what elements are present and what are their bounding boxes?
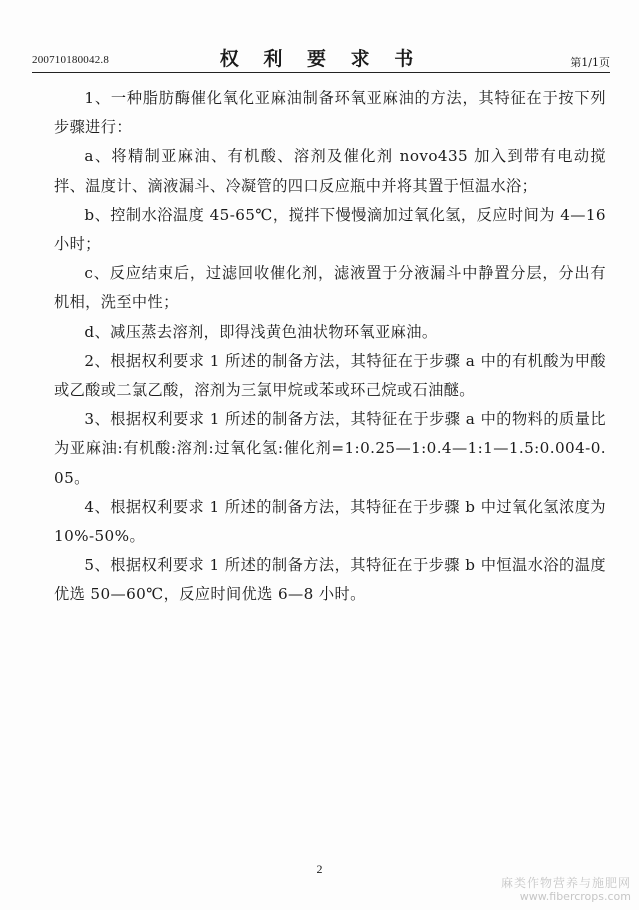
document-title: 权 利 要 求 书: [219, 48, 423, 70]
site-watermark: [481, 876, 631, 904]
claim-1-step-a: a、将精制亚麻油、有机酸、溶剂及催化剂 novo435 加入到带有电动搅拌、温度计、滴液漏斗、冷凝管的四口反应瓶中并将其置于恒温水浴；: [54, 147, 606, 195]
claims-body: [54, 84, 606, 610]
claim-1-step-b: b、控制水浴温度 45-65℃，搅拌下慢慢滴加过氧化氢，反应时间为 4—16 小时；: [54, 205, 606, 254]
claim-5: 5、根据权利要求 1 所述的制备方法，其特征在于步骤 b 中恒温水浴的温度优选 50—60℃，反应时间优选 6—8 小时。: [54, 556, 606, 604]
claim-2: 2、根据权利要求 1 所述的制备方法，其特征在于步骤 a 中的有机酸为甲酸或乙酸或二氯乙酸，溶剂为三氯甲烷或苯或环己烷或石油醚。: [54, 351, 606, 400]
claim-1-step-d: d、减压蒸去溶剂，即得浅黄色油状物环氧亚麻油。: [84, 322, 438, 341]
watermark-site-name: 麻类作物营养与施肥网: [500, 876, 631, 890]
watermark-url: www.fibercrops.com: [519, 890, 631, 903]
page-number: 2: [316, 862, 323, 876]
application-number: 200710180042.8: [32, 54, 110, 66]
claim-1: 1、一种脂肪酶催化氧化亚麻油制备环氧亚麻油的方法，其特征在于按下列步骤进行：: [54, 89, 606, 137]
document-header: [32, 44, 610, 72]
claim-1-step-c: c、反应结束后，过滤回收催化剂，滤液置于分液漏斗中静置分层，分出有机相，洗至中性；: [54, 264, 606, 312]
page-indicator: 第1/1页: [570, 56, 610, 69]
claim-3: 3、根据权利要求 1 所述的制备方法，其特征在于步骤 a 中的物料的质量比为亚麻油:有机酸:溶剂:过氧化氢:催化剂=1:0.25—1:0.4—1:1—1.5:0.004-0.05。: [54, 410, 606, 487]
header-divider: [32, 72, 610, 73]
claim-4: 4、根据权利要求 1 所述的制备方法，其特征在于步骤 b 中过氧化氢浓度为 10%-50%。: [54, 497, 606, 546]
